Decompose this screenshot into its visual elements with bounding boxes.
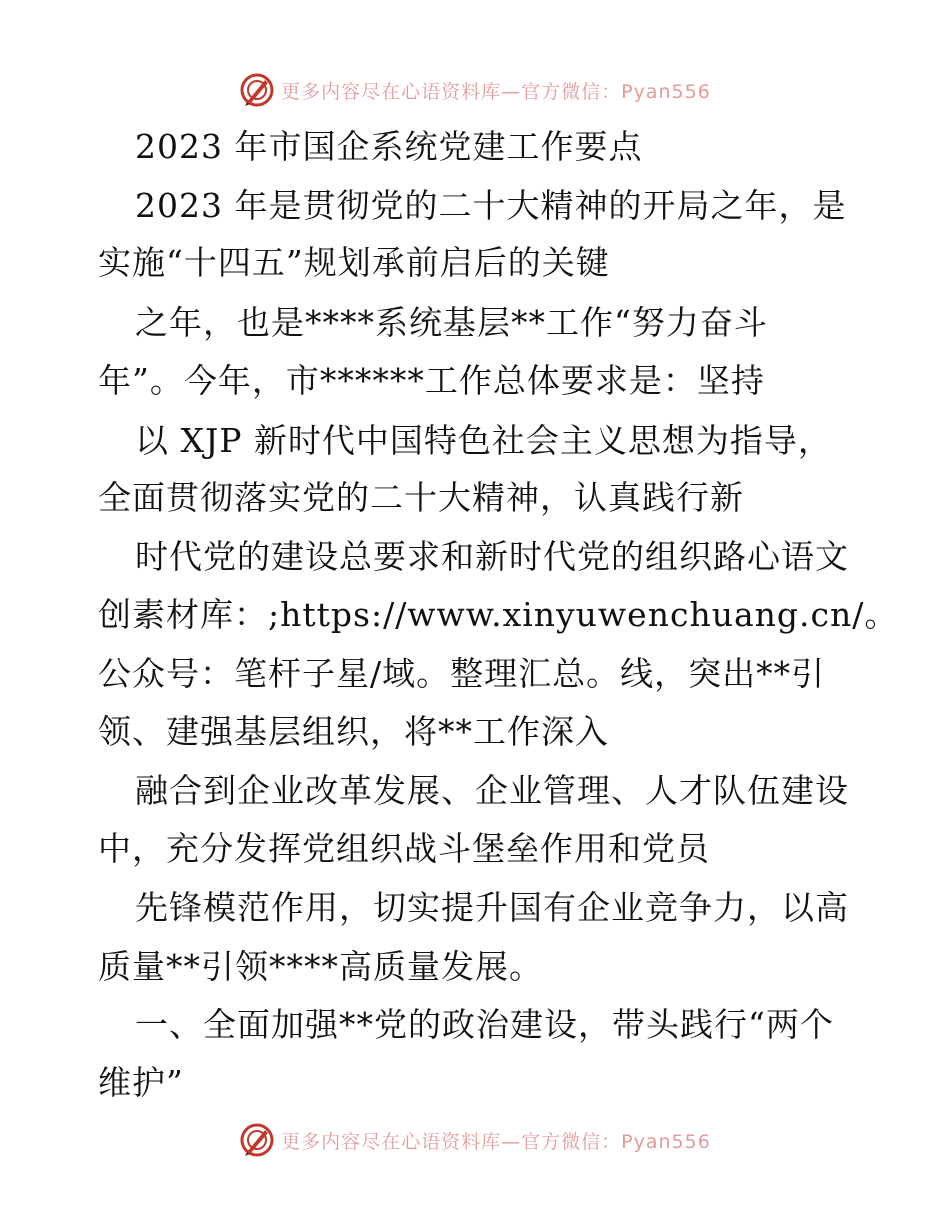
paragraph-line: 之年，也是****系统基层**工作“努力奋斗 (135, 303, 768, 342)
pen-logo-icon (239, 72, 275, 108)
paragraph-line: 年”。今年，市******工作总体要求是：坚持 (98, 361, 765, 400)
paragraph-line: 先锋模范作用，切实提升国有企业竞争力，以高 (135, 888, 849, 927)
watermark-text: 更多内容尽在心语资料库—官方微信：Pyan556 (281, 1130, 711, 1153)
document-title: 2023 年市国企系统党建工作要点 (135, 127, 643, 166)
footer-watermark (0, 1120, 950, 1160)
header-watermark (0, 70, 950, 110)
paragraph-line: 以 XJP 新时代中国特色社会主义思想为指导， (135, 421, 832, 460)
paragraph-line: 领、建强基层组织，将**工作深入 (98, 712, 609, 751)
paragraph-line: 质量**引领****高质量发展。 (98, 947, 543, 986)
paragraph-line: 融合到企业改革发展、企业管理、人才队伍建设 (135, 771, 849, 810)
paragraph-line: 维护” (98, 1063, 184, 1102)
paragraph-line: 实施“十四五”规划承前启后的关键 (98, 243, 610, 282)
pen-logo-icon (239, 1122, 275, 1158)
paragraph-line: 中，充分发挥党组织战斗堡垒作用和党员 (98, 829, 710, 868)
paragraph-line: 2023 年是贯彻党的二十大精神的开局之年，是 (135, 186, 847, 225)
watermark-text: 更多内容尽在心语资料库—官方微信：Pyan556 (281, 80, 711, 103)
paragraph-line: 公众号：笔杆子星/域。整理汇总。线，突出**引 (98, 654, 826, 693)
section-heading: 一、全面加强**党的政治建设，带头践行“两个 (135, 1005, 834, 1044)
paragraph-line: 创素材库：;https://www.xinyuwenchuang.cn/。 (98, 595, 899, 634)
paragraph-line: 时代党的建设总要求和新时代党的组织路心语文 (135, 537, 849, 576)
paragraph-line: 全面贯彻落实党的二十大精神，认真践行新 (98, 478, 744, 517)
